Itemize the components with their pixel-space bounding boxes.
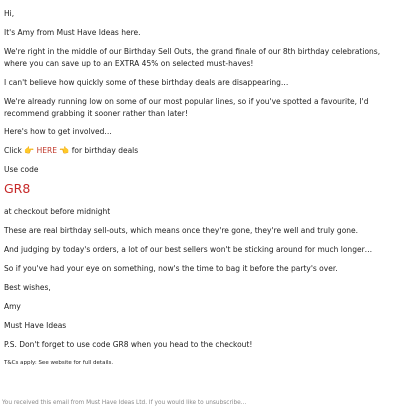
unsubscribe-footer[interactable]: You received this email from Must Have Ideas Ltd. If you would like to unsubscribe... [2,400,247,406]
signature-name: Amy [4,302,21,311]
click-line [4,145,396,157]
sell-outs-paragraph: These are real birthday sell-outs, which means once they're gone, they're well and truly gone. [4,226,359,235]
terms-and-conditions: T&Cs apply: See website for full details. [4,360,114,366]
intro-paragraph: It's Amy from Must Have Ideas here. [4,28,141,37]
eye-on-paragraph: So if you've had your eye on something, now's the time to bag it before the party's over. [4,264,338,273]
deals-disappearing-paragraph: I can't believe how quickly some of these birthday deals are disappearing… [4,78,289,87]
sale-paragraph: We're right in the middle of our Birthday Sell Outs, the grand finale of our 8th birthday celebrations, where you can save up to an EXTRA 45% on selected must-haves! [4,47,381,68]
postscript: P.S. Don't forget to use code GR8 when you head to the checkout! [4,340,253,349]
click-prefix: Click [4,146,25,155]
promo-code: GR8 [4,181,31,196]
pointing-left-icon: 👈 [59,146,70,155]
checkout-deadline: at checkout before midnight [4,207,111,216]
greeting: Hi, [4,9,15,18]
click-suffix: for birthday deals [69,146,139,155]
how-to-paragraph: Here's how to get involved… [4,127,112,136]
orders-paragraph: And judging by today's orders, a lot of our best sellers won't be sticking around for much longer… [4,245,373,254]
use-code-label: Use code [4,165,39,174]
here-link[interactable]: HERE [36,146,57,155]
signature-company: Must Have Ideas [4,321,67,330]
signoff: Best wishes, [4,283,51,292]
running-low-paragraph: We're already running low on some of our most popular lines, so if you've spotted a favourite, I'd recommend grabbing it sooner rather than later! [4,97,369,118]
pointing-right-icon: 👉 [24,146,35,155]
